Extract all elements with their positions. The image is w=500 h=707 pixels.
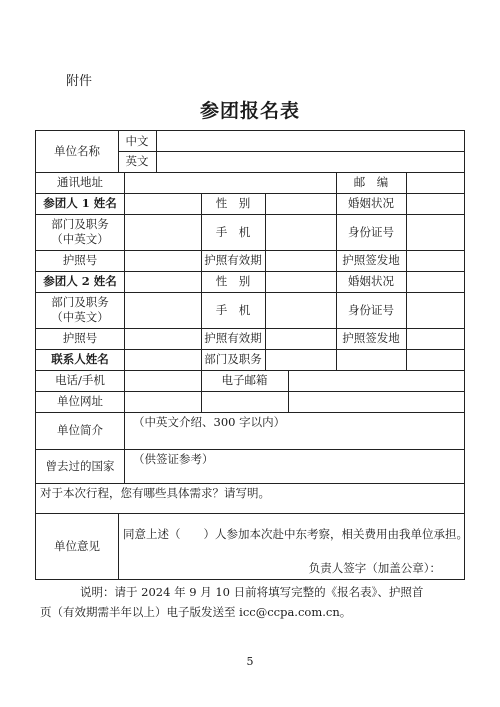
contact-name-field[interactable] — [125, 350, 200, 369]
passport-valid-label: 护照有效期 — [204, 253, 262, 267]
person2-passport-valid-field[interactable] — [266, 329, 335, 348]
opinion-label: 单位意见 — [54, 539, 100, 553]
form-title: 参团报名表 — [199, 100, 300, 122]
person1-passport-issue-field[interactable] — [407, 251, 464, 270]
marital-label: 婚姻状况 — [348, 274, 394, 288]
visited-field[interactable] — [125, 468, 464, 482]
id-number-label: 身份证号 — [348, 302, 394, 317]
website-label: 单位网址 — [57, 394, 103, 408]
person1-name-field[interactable] — [125, 194, 200, 213]
passport-issue-label: 护照签发地 — [342, 253, 400, 267]
person1-mobile-field[interactable] — [266, 215, 335, 249]
dept-label-line2: （中英文） — [51, 232, 109, 246]
unit-name-chinese-field[interactable] — [157, 132, 463, 150]
needs-prompt: 对于本次行程，您有哪些具体需求？请写明。 — [40, 485, 270, 500]
phone-field[interactable] — [125, 371, 200, 390]
passport-no-label: 护照号 — [62, 331, 98, 345]
intro-field[interactable] — [125, 431, 464, 448]
person1-passport-valid-field[interactable] — [266, 251, 335, 270]
mobile-label: 手 机 — [215, 224, 251, 239]
person2-dept-label — [36, 292, 124, 328]
registration-form-table — [35, 130, 468, 580]
person1-passport-field[interactable] — [125, 251, 200, 270]
english-label: 英文 — [125, 154, 149, 168]
contact-name-label: 联系人姓名 — [51, 352, 109, 366]
address-field[interactable] — [125, 173, 335, 192]
website-field[interactable] — [125, 392, 464, 411]
person1-marital-field[interactable] — [407, 194, 464, 213]
phone-label: 电话/手机 — [55, 373, 105, 387]
note-line-2: 页（有效期需半年以上）电子版发送至 icc@ccpa.com.cn。 — [40, 605, 352, 619]
person2-gender-field[interactable] — [266, 272, 335, 291]
person2-passport-field[interactable] — [125, 329, 200, 348]
page-number: 5 — [246, 655, 254, 668]
note-line-1: 说明：请于 2024 年 9 月 10 日前将填写完整的《报名表》、护照首 — [80, 585, 424, 599]
person2-name-label: 参团人 2 姓名 — [43, 274, 117, 288]
needs-field[interactable] — [37, 503, 464, 512]
person1-dept-field[interactable] — [125, 215, 200, 249]
attachment-label: 附件 — [66, 74, 93, 89]
person1-dept-label — [36, 214, 124, 250]
instruction-note — [40, 582, 470, 622]
dept-label-line1: 部门及职务 — [51, 295, 109, 309]
person2-passport-issue-field[interactable] — [407, 329, 464, 348]
unit-name-label: 单位名称 — [54, 144, 100, 158]
postcode-field[interactable] — [407, 173, 464, 192]
person2-dept-field[interactable] — [125, 293, 200, 327]
passport-issue-label: 护照签发地 — [342, 331, 400, 345]
passport-no-label: 护照号 — [62, 253, 98, 267]
passport-valid-label: 护照有效期 — [204, 331, 262, 345]
contact-dept-label: 部门及职务 — [204, 352, 262, 366]
postcode-label: 邮 编 — [353, 175, 389, 189]
person2-id-field[interactable] — [407, 293, 464, 327]
unit-name-english-field[interactable] — [157, 152, 463, 171]
dept-label-line2: （中英文） — [51, 310, 109, 324]
person2-name-field[interactable] — [125, 272, 200, 291]
dept-label-line1: 部门及职务 — [51, 217, 109, 231]
visited-hint: （供签证参考） — [133, 451, 214, 466]
consent-text: 同意上述（ ）人参加本次赴中东考察，相关费用由我单位承担。 — [123, 526, 468, 541]
intro-hint: （中英文介绍、300 字以内） — [133, 414, 286, 429]
person2-marital-field[interactable] — [407, 272, 464, 291]
marital-label: 婚姻状况 — [348, 196, 394, 210]
intro-label: 单位简介 — [57, 423, 103, 437]
id-number-label: 身份证号 — [348, 224, 394, 239]
signature-text: 负责人签字（加盖公章）： — [308, 560, 441, 575]
email-label: 电子邮箱 — [221, 373, 268, 387]
person1-id-field[interactable] — [407, 215, 464, 249]
person1-name-label: 参团人 1 姓名 — [43, 196, 117, 210]
contact-dept-field[interactable] — [266, 350, 464, 369]
col-divider — [118, 513, 119, 580]
visited-label: 曾去过的国家 — [45, 458, 115, 473]
person1-gender-field[interactable] — [266, 194, 335, 213]
gender-label: 性 别 — [215, 274, 251, 288]
chinese-label: 中文 — [125, 133, 149, 148]
email-field[interactable] — [289, 371, 464, 390]
person2-mobile-field[interactable] — [266, 293, 335, 327]
mobile-label: 手 机 — [215, 302, 251, 317]
address-label: 通讯地址 — [57, 175, 103, 189]
gender-label: 性 别 — [215, 196, 251, 210]
